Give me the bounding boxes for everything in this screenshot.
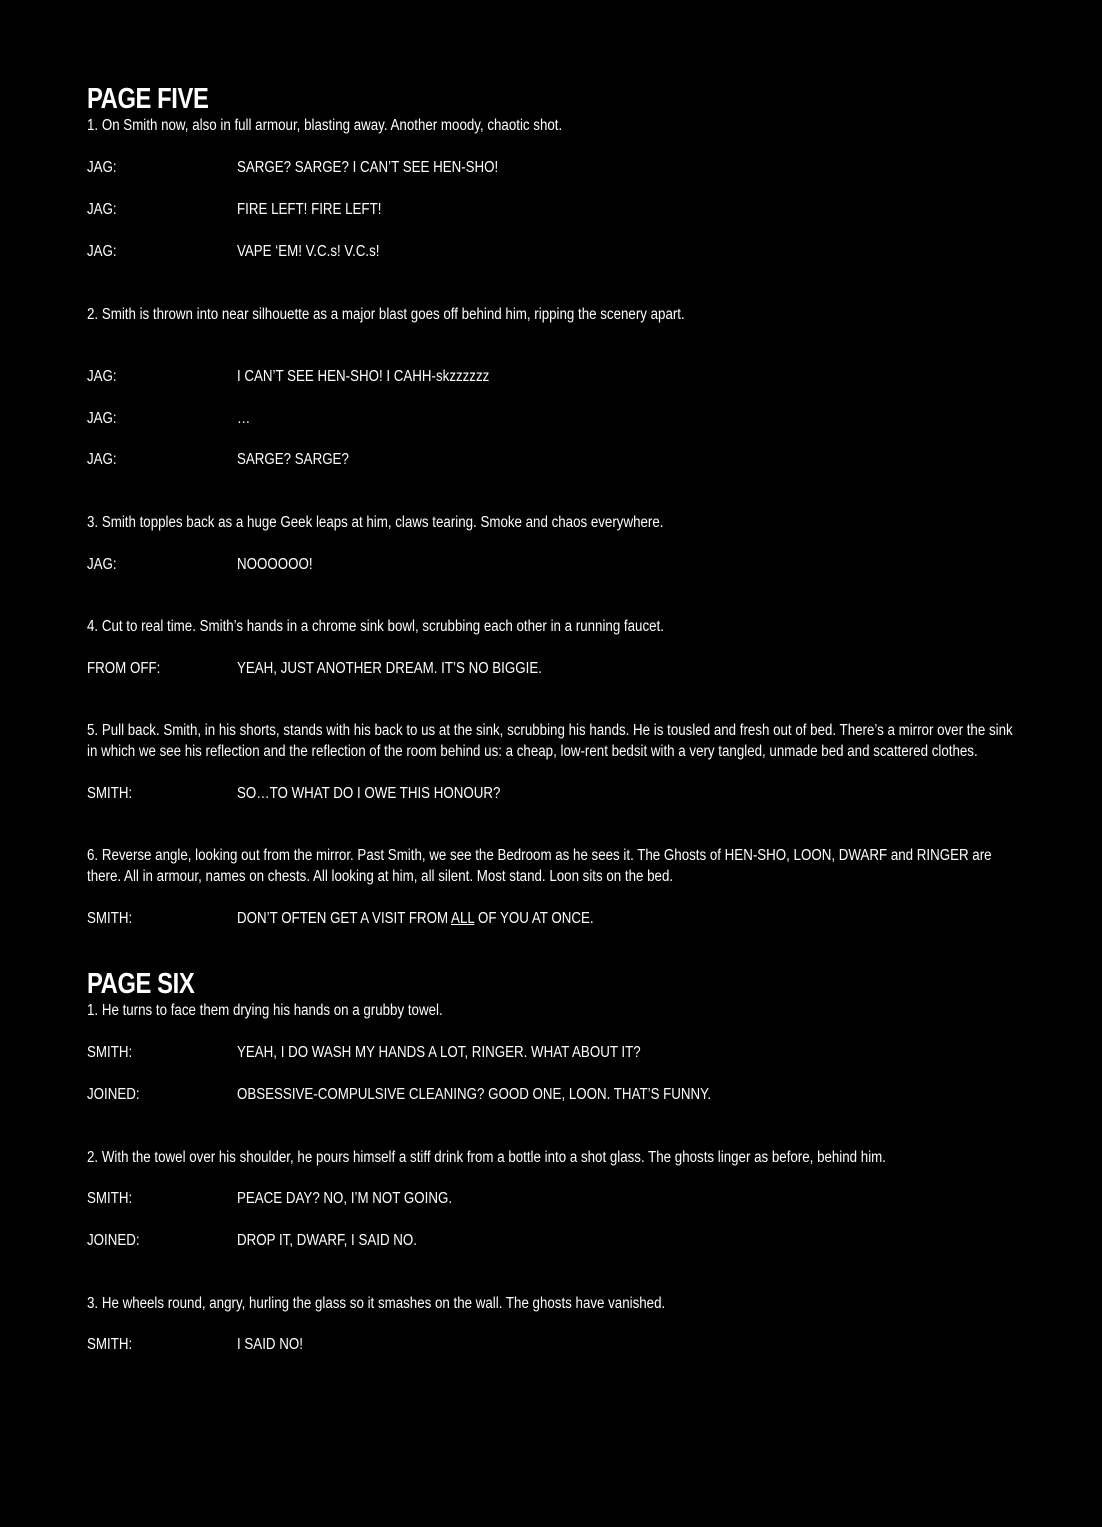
speaker: SMITH: xyxy=(87,1190,133,1207)
panel-description: 1. He turns to face them drying his hands on a grubby towel. xyxy=(87,1002,443,1019)
dialog-line: YEAH, I DO WASH MY HANDS A LOT, RINGER. WHAT ABOUT IT? xyxy=(237,1044,641,1061)
p6-panel-1 xyxy=(87,1000,1027,1105)
dialog-row xyxy=(87,1084,1027,1105)
p5-panel-3 xyxy=(87,512,1027,575)
p5-panel-2 xyxy=(87,304,1027,470)
speaker: JAG: xyxy=(87,368,117,385)
speaker: SMITH: xyxy=(87,1336,133,1353)
panel-description: 2. Smith is thrown into near silhouette as a major blast goes off behind him, ripping the scenery apart. xyxy=(87,306,685,323)
dialog-row xyxy=(87,449,1027,470)
dialog-row xyxy=(87,1042,1027,1063)
p6-panel-2 xyxy=(87,1147,1027,1251)
p6-panel-3 xyxy=(87,1293,1027,1355)
speaker: JAG: xyxy=(87,243,117,260)
panel-description: 3. He wheels round, angry, hurling the glass so it smashes on the wall. The ghosts have vanished. xyxy=(87,1295,666,1312)
panel-description: 5. Pull back. Smith, in his shorts, stands with his back to us at the sink, scrubbing his hands. He is tousled and fresh out of bed. There’s a mirror over the sink in which we see his reflection and the reflection of the room behind us: a cheap, low-rent bedsit with a very tangled, unmade bed and scattered clothes. xyxy=(87,722,1013,760)
panel-description: 3. Smith topples back as a huge Geek leaps at him, claws tearing. Smoke and chaos everywhere. xyxy=(87,514,664,531)
p5-panel-6 xyxy=(87,845,1027,929)
dialog-line: NOOOOOO! xyxy=(237,556,313,573)
panel-description: 1. On Smith now, also in full armour, blasting away. Another moody, chaotic shot. xyxy=(87,117,563,134)
speaker: FROM OFF: xyxy=(87,660,161,677)
speaker: JAG: xyxy=(87,201,117,218)
dialog-row xyxy=(87,783,1027,804)
dialog-line: I CAN’T SEE HEN-SHO! I CAHH-skzzzzzz xyxy=(237,368,490,385)
p5-panel-4 xyxy=(87,616,1027,679)
dialog-line: PEACE DAY? NO, I’M NOT GOING. xyxy=(237,1190,453,1207)
speaker: SMITH: xyxy=(87,785,133,802)
dialog-line: I SAID NO! xyxy=(237,1336,303,1353)
dialog-row xyxy=(87,199,1027,220)
speaker: JOINED: xyxy=(87,1086,140,1103)
speaker: SMITH: xyxy=(87,1044,133,1061)
panel-description: 4. Cut to real time. Smith’s hands in a chrome sink bowl, scrubbing each other in a running faucet. xyxy=(87,618,664,635)
speaker: JAG: xyxy=(87,410,117,427)
dialog-row xyxy=(87,1334,1027,1355)
dialog-line: SARGE? SARGE? I CAN’T SEE HEN-SHO! xyxy=(237,159,499,176)
dialog-row xyxy=(87,1188,1027,1209)
dialog-line: FIRE LEFT! FIRE LEFT! xyxy=(237,201,382,218)
dialog-row xyxy=(87,408,1027,429)
dialog-row xyxy=(87,157,1027,178)
dialog-row xyxy=(87,1230,1027,1251)
speaker: JAG: xyxy=(87,451,117,468)
dialog-row xyxy=(87,554,1027,575)
dialog-line: VAPE ‘EM! V.C.s! V.C.s! xyxy=(237,243,380,260)
p5-panel-1 xyxy=(87,115,1027,262)
dialog-row xyxy=(87,241,1027,262)
dialog-row xyxy=(87,366,1027,387)
speaker: JOINED: xyxy=(87,1232,140,1249)
dialog-line: YEAH, JUST ANOTHER DREAM. IT’S NO BIGGIE. xyxy=(237,660,542,677)
dialog-line: … xyxy=(237,410,251,427)
dialog-line: OBSESSIVE-COMPULSIVE CLEANING? GOOD ONE, LOON. THAT’S FUNNY. xyxy=(237,1086,712,1103)
dialog-line-emphasis: ALL xyxy=(451,910,475,927)
dialog-line-part: DON’T OFTEN GET A VISIT FROM xyxy=(237,910,452,927)
dialog-line xyxy=(237,908,594,929)
speaker: SMITH: xyxy=(87,910,133,927)
dialog-line: SARGE? SARGE? xyxy=(237,451,349,468)
speaker: JAG: xyxy=(87,556,117,573)
page-five-heading: PAGE FIVE xyxy=(87,83,209,115)
dialog-line: SO…TO WHAT DO I OWE THIS HONOUR? xyxy=(237,785,501,802)
p5-panel-5 xyxy=(87,720,1027,804)
panel-description: 6. Reverse angle, looking out from the mirror. Past Smith, we see the Bedroom as he sees it. The Ghosts of HEN-SHO, LOON, DWARF and RINGER are there. All in armour, names on chests. All looking at him, all silent. Most stand. Loon sits on the bed. xyxy=(87,847,992,885)
page-six-heading: PAGE SIX xyxy=(87,968,195,1000)
panel-description: 2. With the towel over his shoulder, he pours himself a stiff drink from a bottle into a shot glass. The ghosts linger as before, behind him. xyxy=(87,1149,886,1166)
speaker: JAG: xyxy=(87,159,117,176)
script-page xyxy=(87,82,1027,1355)
dialog-row xyxy=(87,658,1027,679)
dialog-row xyxy=(87,908,1027,929)
dialog-line-part: OF YOU AT ONCE. xyxy=(474,910,594,927)
dialog-line: DROP IT, DWARF, I SAID NO. xyxy=(237,1232,417,1249)
